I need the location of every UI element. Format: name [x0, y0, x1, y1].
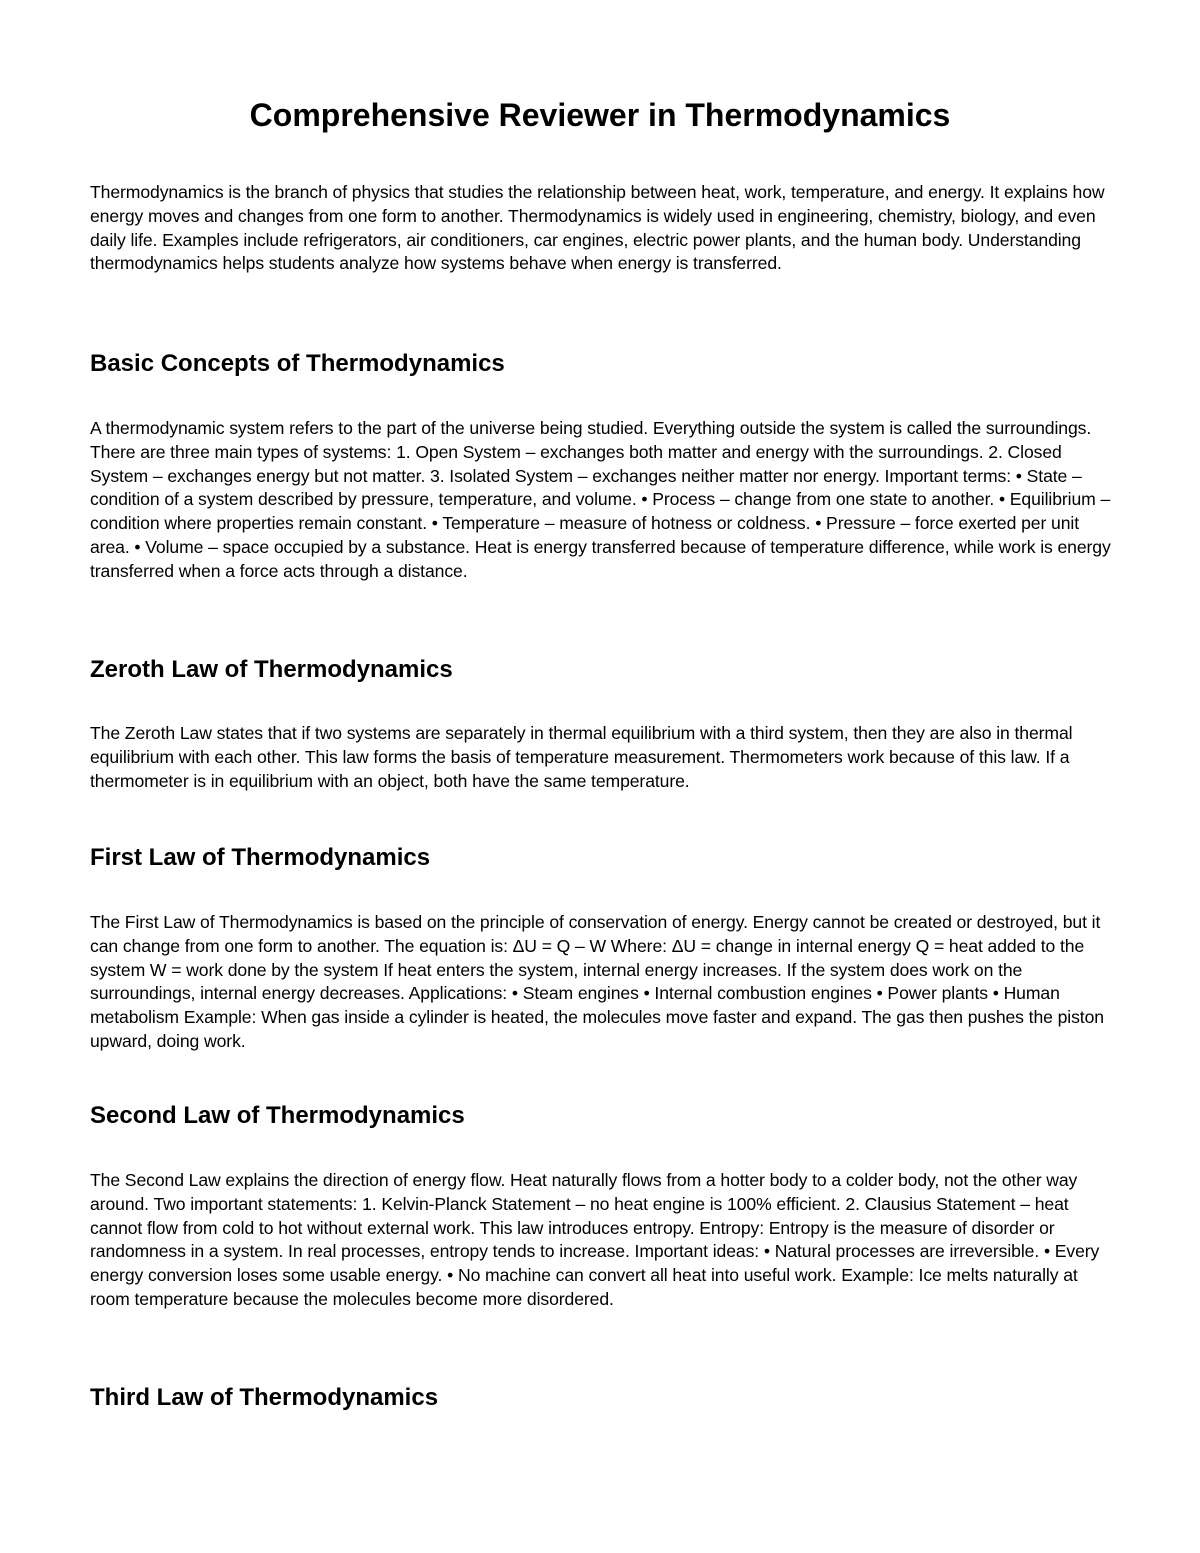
heading-zeroth-law: Zeroth Law of Thermodynamics — [90, 656, 453, 683]
heading-first-law: First Law of Thermodynamics — [90, 844, 431, 871]
paragraph-first-law: The First Law of Thermodynamics is based on the principle of conservation of energy. Energy cannot be created or destroyed, but it can change from one form to another. The equation is: ΔU = Q – W Where: ΔU = change in internal energy Q = heat added to the system W = work done by the system If heat enters the system, internal energy increases. If the system does work on the surroundings, internal energy decreases. Applications: • Steam engines • Internal combustion engines • Power plants • Human metabolism Example: When gas inside a cylinder is heated, the molecules move faster and expand. The gas then pushes the piston upward, doing work. — [90, 912, 1104, 1051]
paragraph-basic-concepts: A thermodynamic system refers to the part of the universe being studied. Everything outside the system is called the surroundings. There are three main types of systems: 1. Open System – exchanges both matter and energy with the surroundings. 2. Closed System – exchanges energy but not matter. 3. Isolated System – exchanges neither matter nor energy. Important terms: • State – condition of a system described by pressure, temperature, and volume. • Process – change from one state to another. • Equilibrium – condition where properties remain constant. • Temperature – measure of hotness or coldness. • Pressure – force exerted per unit area. • Volume – space occupied by a substance. Heat is energy transferred because of temperature difference, while work is energy transferred when a force acts through a distance. — [90, 418, 1111, 581]
intro-paragraph: Thermodynamics is the branch of physics that studies the relationship between heat, work, temperature, and energy. It explains how energy moves and changes from one form to another. Thermodynamics is widely used in engineering, chemistry, biology, and even daily life. Examples include refrigerators, air conditioners, car engines, electric power plants, and the human body. Understanding thermodynamics helps students analyze how systems behave when energy is transferred. — [90, 182, 1105, 274]
paragraph-second-law: The Second Law explains the direction of energy flow. Heat naturally flows from a hotter body to a colder body, not the other way around. Two important statements: 1. Kelvin-Planck Statement – no heat engine is 100% efficient. 2. Clausius Statement – heat cannot flow from cold to hot without external work. This law introduces entropy. Entropy: Entropy is the measure of disorder or randomness in a system. In real processes, entropy tends to increase. Important ideas: • Natural processes are irreversible. • Every energy conversion loses some usable energy. • No machine can convert all heat into useful work. Example: Ice melts naturally at room temperature because the molecules become more disordered. — [90, 1170, 1100, 1309]
paragraph-zeroth-law: The Zeroth Law states that if two systems are separately in thermal equilibrium with a third system, then they are also in thermal equilibrium with each other. This law forms the basis of temperature measurement. Thermometers work because of this law. If a thermometer is in equilibrium with an object, both have the same temperature. — [90, 723, 1073, 791]
document-title: Comprehensive Reviewer in Thermodynamics — [249, 97, 951, 133]
heading-second-law: Second Law of Thermodynamics — [90, 1102, 465, 1129]
heading-basic-concepts: Basic Concepts of Thermodynamics — [90, 350, 505, 377]
heading-third-law: Third Law of Thermodynamics — [90, 1384, 439, 1411]
